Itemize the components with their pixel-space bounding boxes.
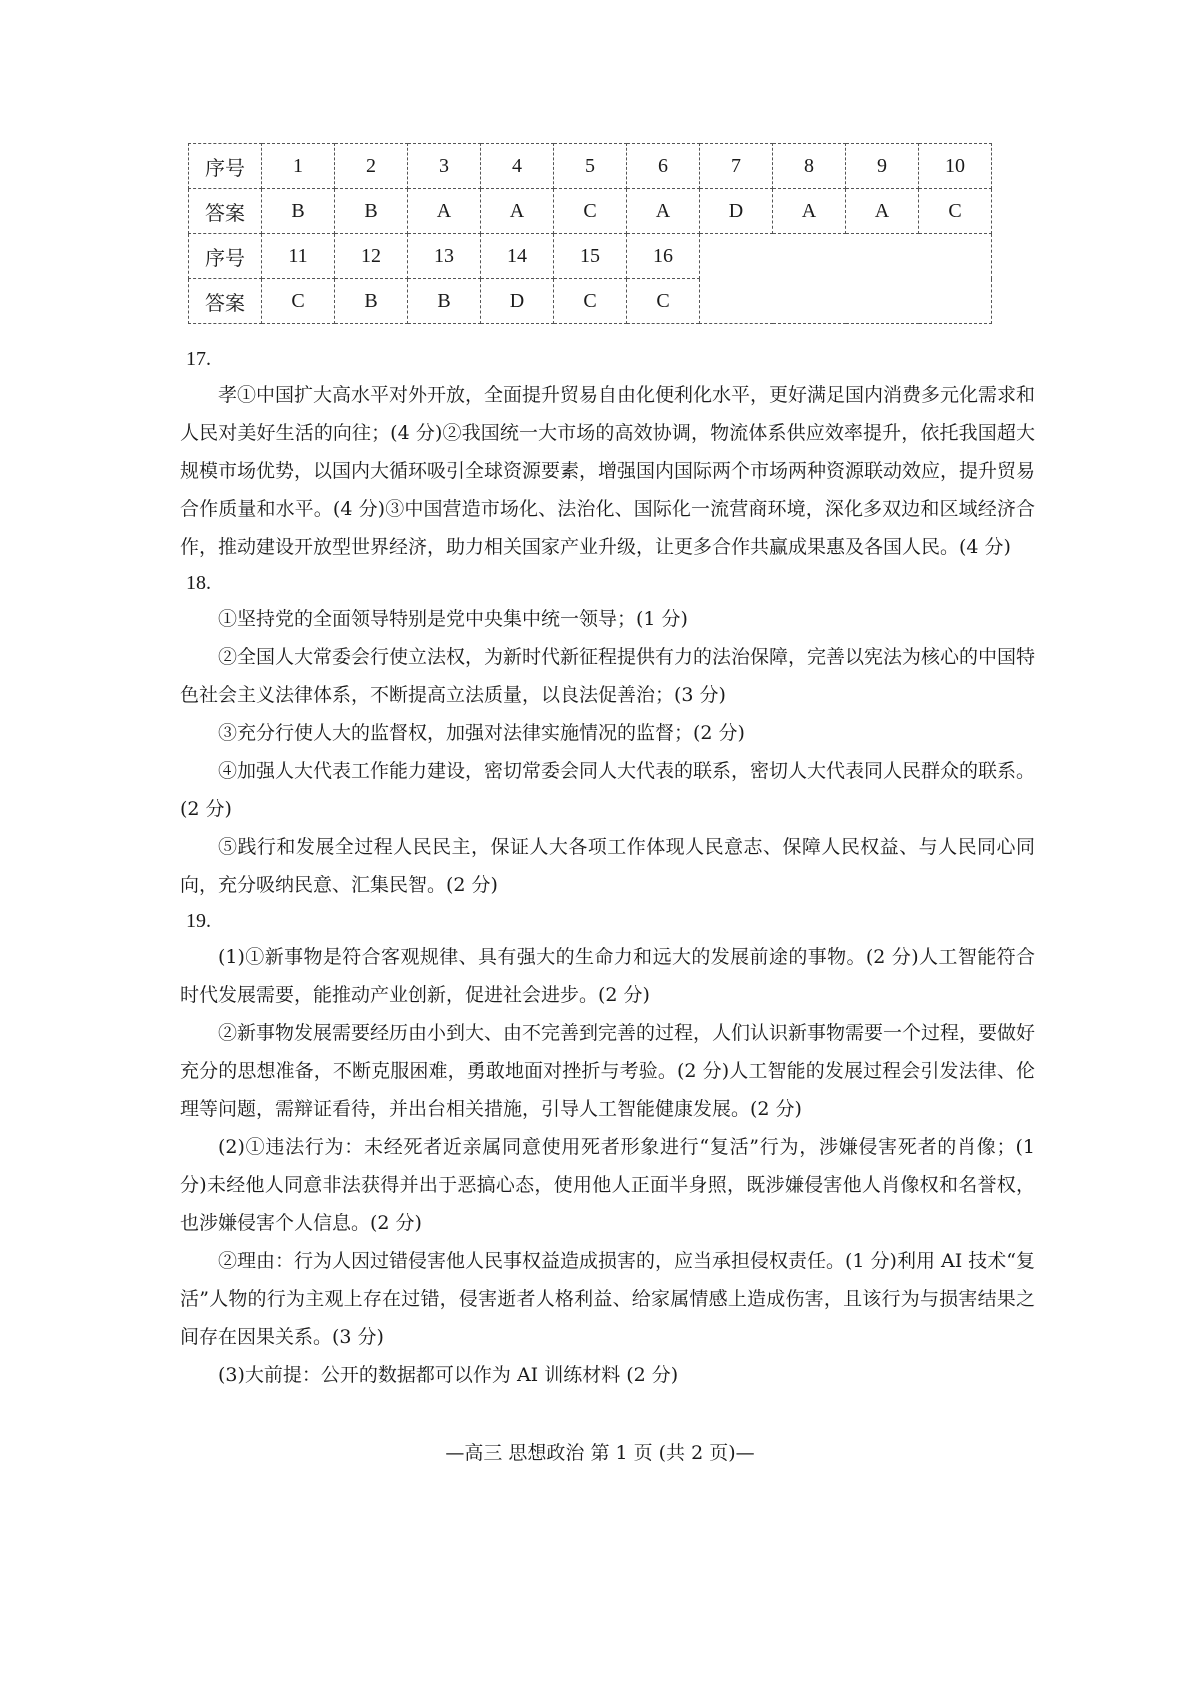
answer-paragraph: ④加强人大代表工作能力建设，密切常委会同人大代表的联系，密切人大代表同人民群众的联系。(2 分)	[180, 760, 1036, 820]
table-cell: 8	[773, 144, 846, 189]
answer-table	[188, 143, 992, 324]
row-label: 序号	[189, 234, 262, 279]
table-row	[189, 144, 992, 189]
question-number: 19.	[186, 910, 211, 932]
row-label: 答案	[189, 189, 262, 234]
answer-paragraph: ②全国人大常委会行使立法权，为新时代新征程提供有力的法治保障，完善以宪法为核心的中国特色社会主义法律体系，不断提高立法质量，以良法促善治；(3 分)	[180, 646, 1036, 706]
answer-paragraph: ⑤践行和发展全过程人民民主，保证人大各项工作体现人民意志、保障人民权益、与人民同心同向，充分吸纳民意、汇集民智。(2 分)	[180, 836, 1035, 896]
table-cell: B	[408, 279, 481, 324]
table-cell: 11	[262, 234, 335, 279]
table-cell: 7	[700, 144, 773, 189]
table-row	[189, 189, 992, 234]
table-cell: 6	[627, 144, 700, 189]
answer-paragraph: (1)①新事物是符合客观规律、具有强大的生命力和远大的发展前途的事物。(2 分)人工智能符合时代发展需要，能推动产业创新，促进社会进步。(2 分)	[180, 946, 1035, 1006]
table-cell: 9	[846, 144, 919, 189]
table-cell: 14	[481, 234, 554, 279]
answer-paragraph: ①坚持党的全面领导特别是党中央集中统一领导；(1 分)	[218, 608, 688, 630]
table-cell: A	[627, 189, 700, 234]
empty-cell	[700, 234, 992, 324]
table-cell: C	[554, 189, 627, 234]
answer-content	[180, 342, 1035, 1394]
answer-paragraph: (2)①违法行为：未经死者近亲属同意使用死者形象进行“复活”行为，涉嫌侵害死者的肖像；(1 分)未经他人同意非法获得并出于恶搞心态，使用他人正面半身照，既涉嫌侵害他人肖像权和名誉权，也涉嫌侵害个人信息。(2 分)	[180, 1136, 1035, 1234]
table-cell: C	[919, 189, 992, 234]
table-cell: 1	[262, 144, 335, 189]
row-label: 序号	[189, 144, 262, 189]
table-cell: 4	[481, 144, 554, 189]
table-cell: D	[481, 279, 554, 324]
table-cell: 12	[335, 234, 408, 279]
answer-paragraph: ②理由：行为人因过错侵害他人民事权益造成损害的，应当承担侵权责任。(1 分)利用 AI 技术“复活”人物的行为主观上存在过错，侵害逝者人格利益、给家属情感上造成伤害，且该行为与损害结果之间存在因果关系。(3 分)	[180, 1250, 1035, 1348]
table-cell: 13	[408, 234, 481, 279]
question-number: 17.	[186, 348, 211, 370]
table-cell: 16	[627, 234, 700, 279]
answer-paragraph: (3)大前提：公开的数据都可以作为 AI 训练材料 (2 分)	[218, 1364, 679, 1386]
table-cell: C	[554, 279, 627, 324]
table-cell: A	[846, 189, 919, 234]
table-cell: A	[481, 189, 554, 234]
table-cell: A	[408, 189, 481, 234]
answer-paragraph: ②新事物发展需要经历由小到大、由不完善到完善的过程，人们认识新事物需要一个过程，要做好充分的思想准备，不断克服困难，勇敢地面对挫折与考验。(2 分)人工智能的发展过程会引发法律、伦理等问题，需辩证看待，并出台相关措施，引导人工智能健康发展。(2 分)	[180, 1022, 1036, 1120]
table-cell: D	[700, 189, 773, 234]
table-cell: B	[335, 189, 408, 234]
table-cell: 10	[919, 144, 992, 189]
table-cell: 3	[408, 144, 481, 189]
answer-paragraph: ③充分行使人大的监督权，加强对法律实施情况的监督；(2 分)	[218, 722, 745, 744]
table-cell: B	[335, 279, 408, 324]
table-cell: 5	[554, 144, 627, 189]
table-cell: 15	[554, 234, 627, 279]
table-cell: A	[773, 189, 846, 234]
page-footer: —高三 思想政治 第 1 页 (共 2 页)—	[445, 1442, 755, 1464]
question-number: 18.	[186, 572, 211, 594]
table-cell: C	[262, 279, 335, 324]
table-cell: C	[627, 279, 700, 324]
answer-paragraph: 孝①中国扩大高水平对外开放，全面提升贸易自由化便利化水平，更好满足国内消费多元化需求和人民对美好生活的向往；(4 分)②我国统一大市场的高效协调，物流体系供应效率提升，依托我国超大规模市场优势，以国内大循环吸引全球资源要素，增强国内国际两个市场两种资源联动效应，提升贸易合作质量和水平。(4 分)③中国营造市场化、法治化、国际化一流营商环境，深化多双边和区域经济合作，推动建设开放型世界经济，助力相关国家产业升级，让更多合作共赢成果惠及各国人民。(4 分)	[180, 384, 1036, 558]
row-label: 答案	[189, 279, 262, 324]
table-cell: B	[262, 189, 335, 234]
table-cell: 2	[335, 144, 408, 189]
table-row	[189, 234, 992, 279]
